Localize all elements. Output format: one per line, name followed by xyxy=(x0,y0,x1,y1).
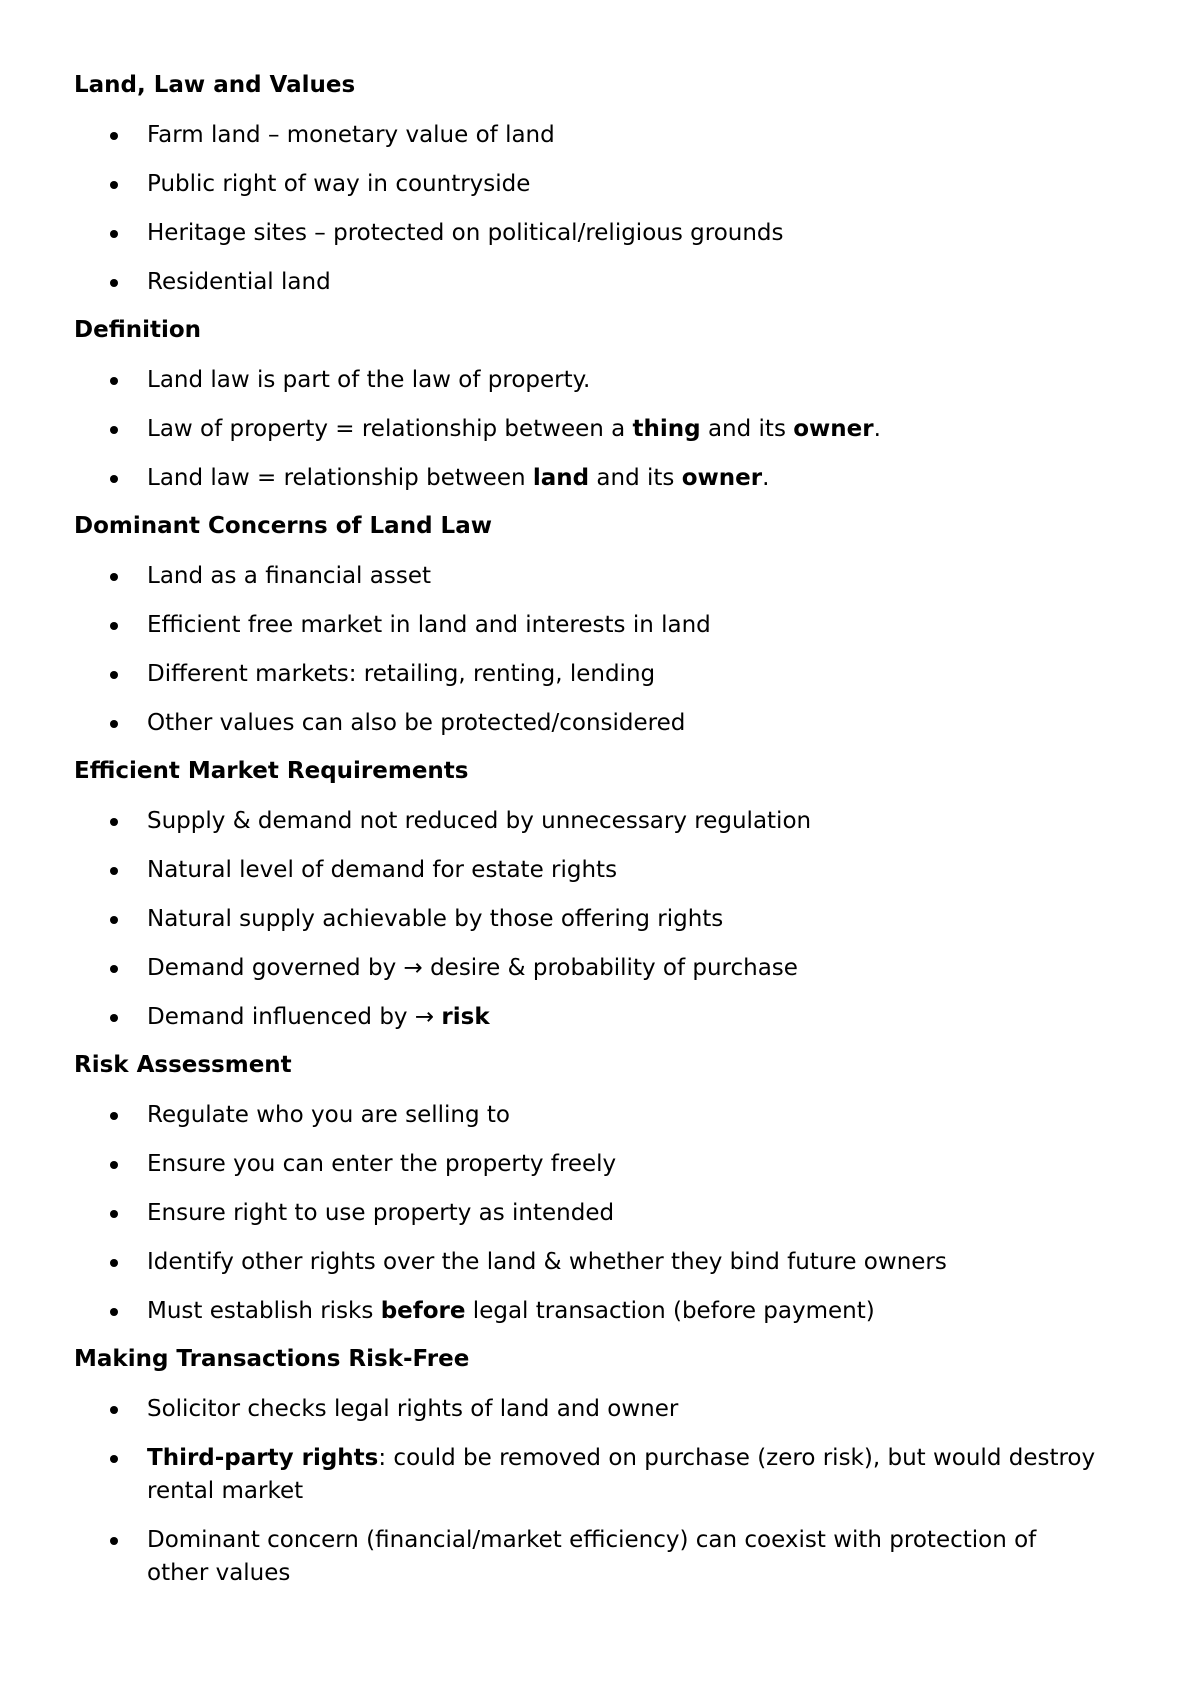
bullet-icon xyxy=(110,671,118,679)
bullet-icon xyxy=(110,132,118,140)
bullet-icon xyxy=(110,916,118,924)
list-item xyxy=(74,854,1104,887)
bullet-icon xyxy=(110,622,118,630)
text-run: Solicitor checks legal rights of land and owner xyxy=(147,1396,679,1422)
bullet-icon xyxy=(110,377,118,385)
text-run: Efficient free market in land and interests in land xyxy=(147,612,711,638)
section-heading: Dominant Concerns of Land Law xyxy=(74,513,492,539)
text-run: Regulate who you are selling to xyxy=(147,1102,510,1128)
text-run: Farm land – monetary value of land xyxy=(147,122,555,148)
text-run: Must establish risks xyxy=(147,1298,381,1324)
list-item xyxy=(74,364,1104,397)
list-item xyxy=(74,903,1104,936)
text-run: Land law is part of the law of property. xyxy=(147,367,591,393)
bullet-icon xyxy=(110,230,118,238)
list-item xyxy=(74,266,1104,299)
list-item xyxy=(74,707,1104,740)
bold-text: owner xyxy=(793,416,874,442)
list-item xyxy=(74,413,1104,446)
text-run: . xyxy=(762,465,770,491)
list-item xyxy=(74,560,1104,593)
list-item xyxy=(74,609,1104,642)
bullet-icon xyxy=(110,1259,118,1267)
text-run: Land as a financial asset xyxy=(147,563,431,589)
list-item xyxy=(74,1001,1104,1034)
text-run: Heritage sites – protected on political/religious grounds xyxy=(147,220,784,246)
bullet-list xyxy=(74,364,1104,495)
bullet-icon xyxy=(110,1161,118,1169)
list-item xyxy=(74,168,1104,201)
list-item xyxy=(74,1148,1104,1181)
bullet-icon xyxy=(110,867,118,875)
text-run: Supply & demand not reduced by unnecessary regulation xyxy=(147,808,812,834)
bullet-icon xyxy=(110,1112,118,1120)
text-run: Dominant concern (financial/market efficiency) can coexist with protection of other values xyxy=(147,1527,1037,1586)
list-item xyxy=(74,217,1104,250)
section-heading: Making Transactions Risk-Free xyxy=(74,1346,470,1372)
list-item xyxy=(74,952,1104,985)
text-run: Ensure right to use property as intended xyxy=(147,1200,615,1226)
bullet-icon xyxy=(110,1406,118,1414)
bold-text: Third-party rights xyxy=(147,1445,379,1471)
list-item xyxy=(74,1197,1104,1230)
bullet-icon xyxy=(110,1014,118,1022)
list-item xyxy=(74,1393,1104,1426)
text-run: Law of property = relationship between a xyxy=(147,416,633,442)
list-item xyxy=(74,1099,1104,1132)
bold-text: owner xyxy=(681,465,763,491)
bullet-icon xyxy=(110,1210,118,1218)
section-heading: Definition xyxy=(74,317,202,343)
text-run: Identify other rights over the land & whether they bind future owners xyxy=(147,1249,947,1275)
bullet-list xyxy=(74,1099,1104,1328)
section-heading: Risk Assessment xyxy=(74,1052,292,1078)
text-run: Ensure you can enter the property freely xyxy=(147,1151,617,1177)
bullet-list xyxy=(74,119,1104,299)
bullet-icon xyxy=(110,1537,118,1545)
bold-text: thing xyxy=(632,416,701,442)
bullet-list xyxy=(74,560,1104,740)
section-heading: Land, Law and Values xyxy=(74,72,356,98)
text-run: and its xyxy=(589,465,682,491)
bullet-icon xyxy=(110,573,118,581)
list-item xyxy=(74,658,1104,691)
section-heading: Efficient Market Requirements xyxy=(74,758,469,784)
text-run: : could be removed on purchase (zero risk), but would destroy rental market xyxy=(147,1445,1096,1504)
bullet-icon xyxy=(110,181,118,189)
list-item xyxy=(74,119,1104,152)
bullet-icon xyxy=(110,965,118,973)
bold-text: before xyxy=(380,1298,466,1324)
text-run: Different markets: retailing, renting, lending xyxy=(147,661,656,687)
list-item xyxy=(74,1442,1104,1508)
list-item xyxy=(74,1295,1104,1328)
bold-text: land xyxy=(532,465,590,491)
bold-text: risk xyxy=(441,1004,490,1030)
bullet-icon xyxy=(110,818,118,826)
text-run: Other values can also be protected/considered xyxy=(147,710,686,736)
bullet-icon xyxy=(110,426,118,434)
text-run: Demand governed by → desire & probability of purchase xyxy=(147,955,798,981)
list-item xyxy=(74,1246,1104,1279)
bullet-list xyxy=(74,1393,1104,1590)
text-run: Natural level of demand for estate rights xyxy=(147,857,618,883)
text-run: Demand influenced by → xyxy=(147,1004,442,1030)
bullet-icon xyxy=(110,720,118,728)
list-item xyxy=(74,462,1104,495)
bullet-icon xyxy=(110,279,118,287)
text-run: Natural supply achievable by those offering rights xyxy=(147,906,724,932)
text-run: . xyxy=(873,416,881,442)
text-run: legal transaction (before payment) xyxy=(465,1298,875,1324)
bullet-icon xyxy=(110,1455,118,1463)
text-run: and its xyxy=(700,416,794,442)
bullet-icon xyxy=(110,1308,118,1316)
bullet-icon xyxy=(110,475,118,483)
text-run: Residential land xyxy=(147,269,331,295)
text-run: Land law = relationship between xyxy=(147,465,533,491)
bullet-list xyxy=(74,805,1104,1034)
list-item xyxy=(74,805,1104,838)
list-item xyxy=(74,1524,1104,1590)
text-run: Public right of way in countryside xyxy=(147,171,531,197)
